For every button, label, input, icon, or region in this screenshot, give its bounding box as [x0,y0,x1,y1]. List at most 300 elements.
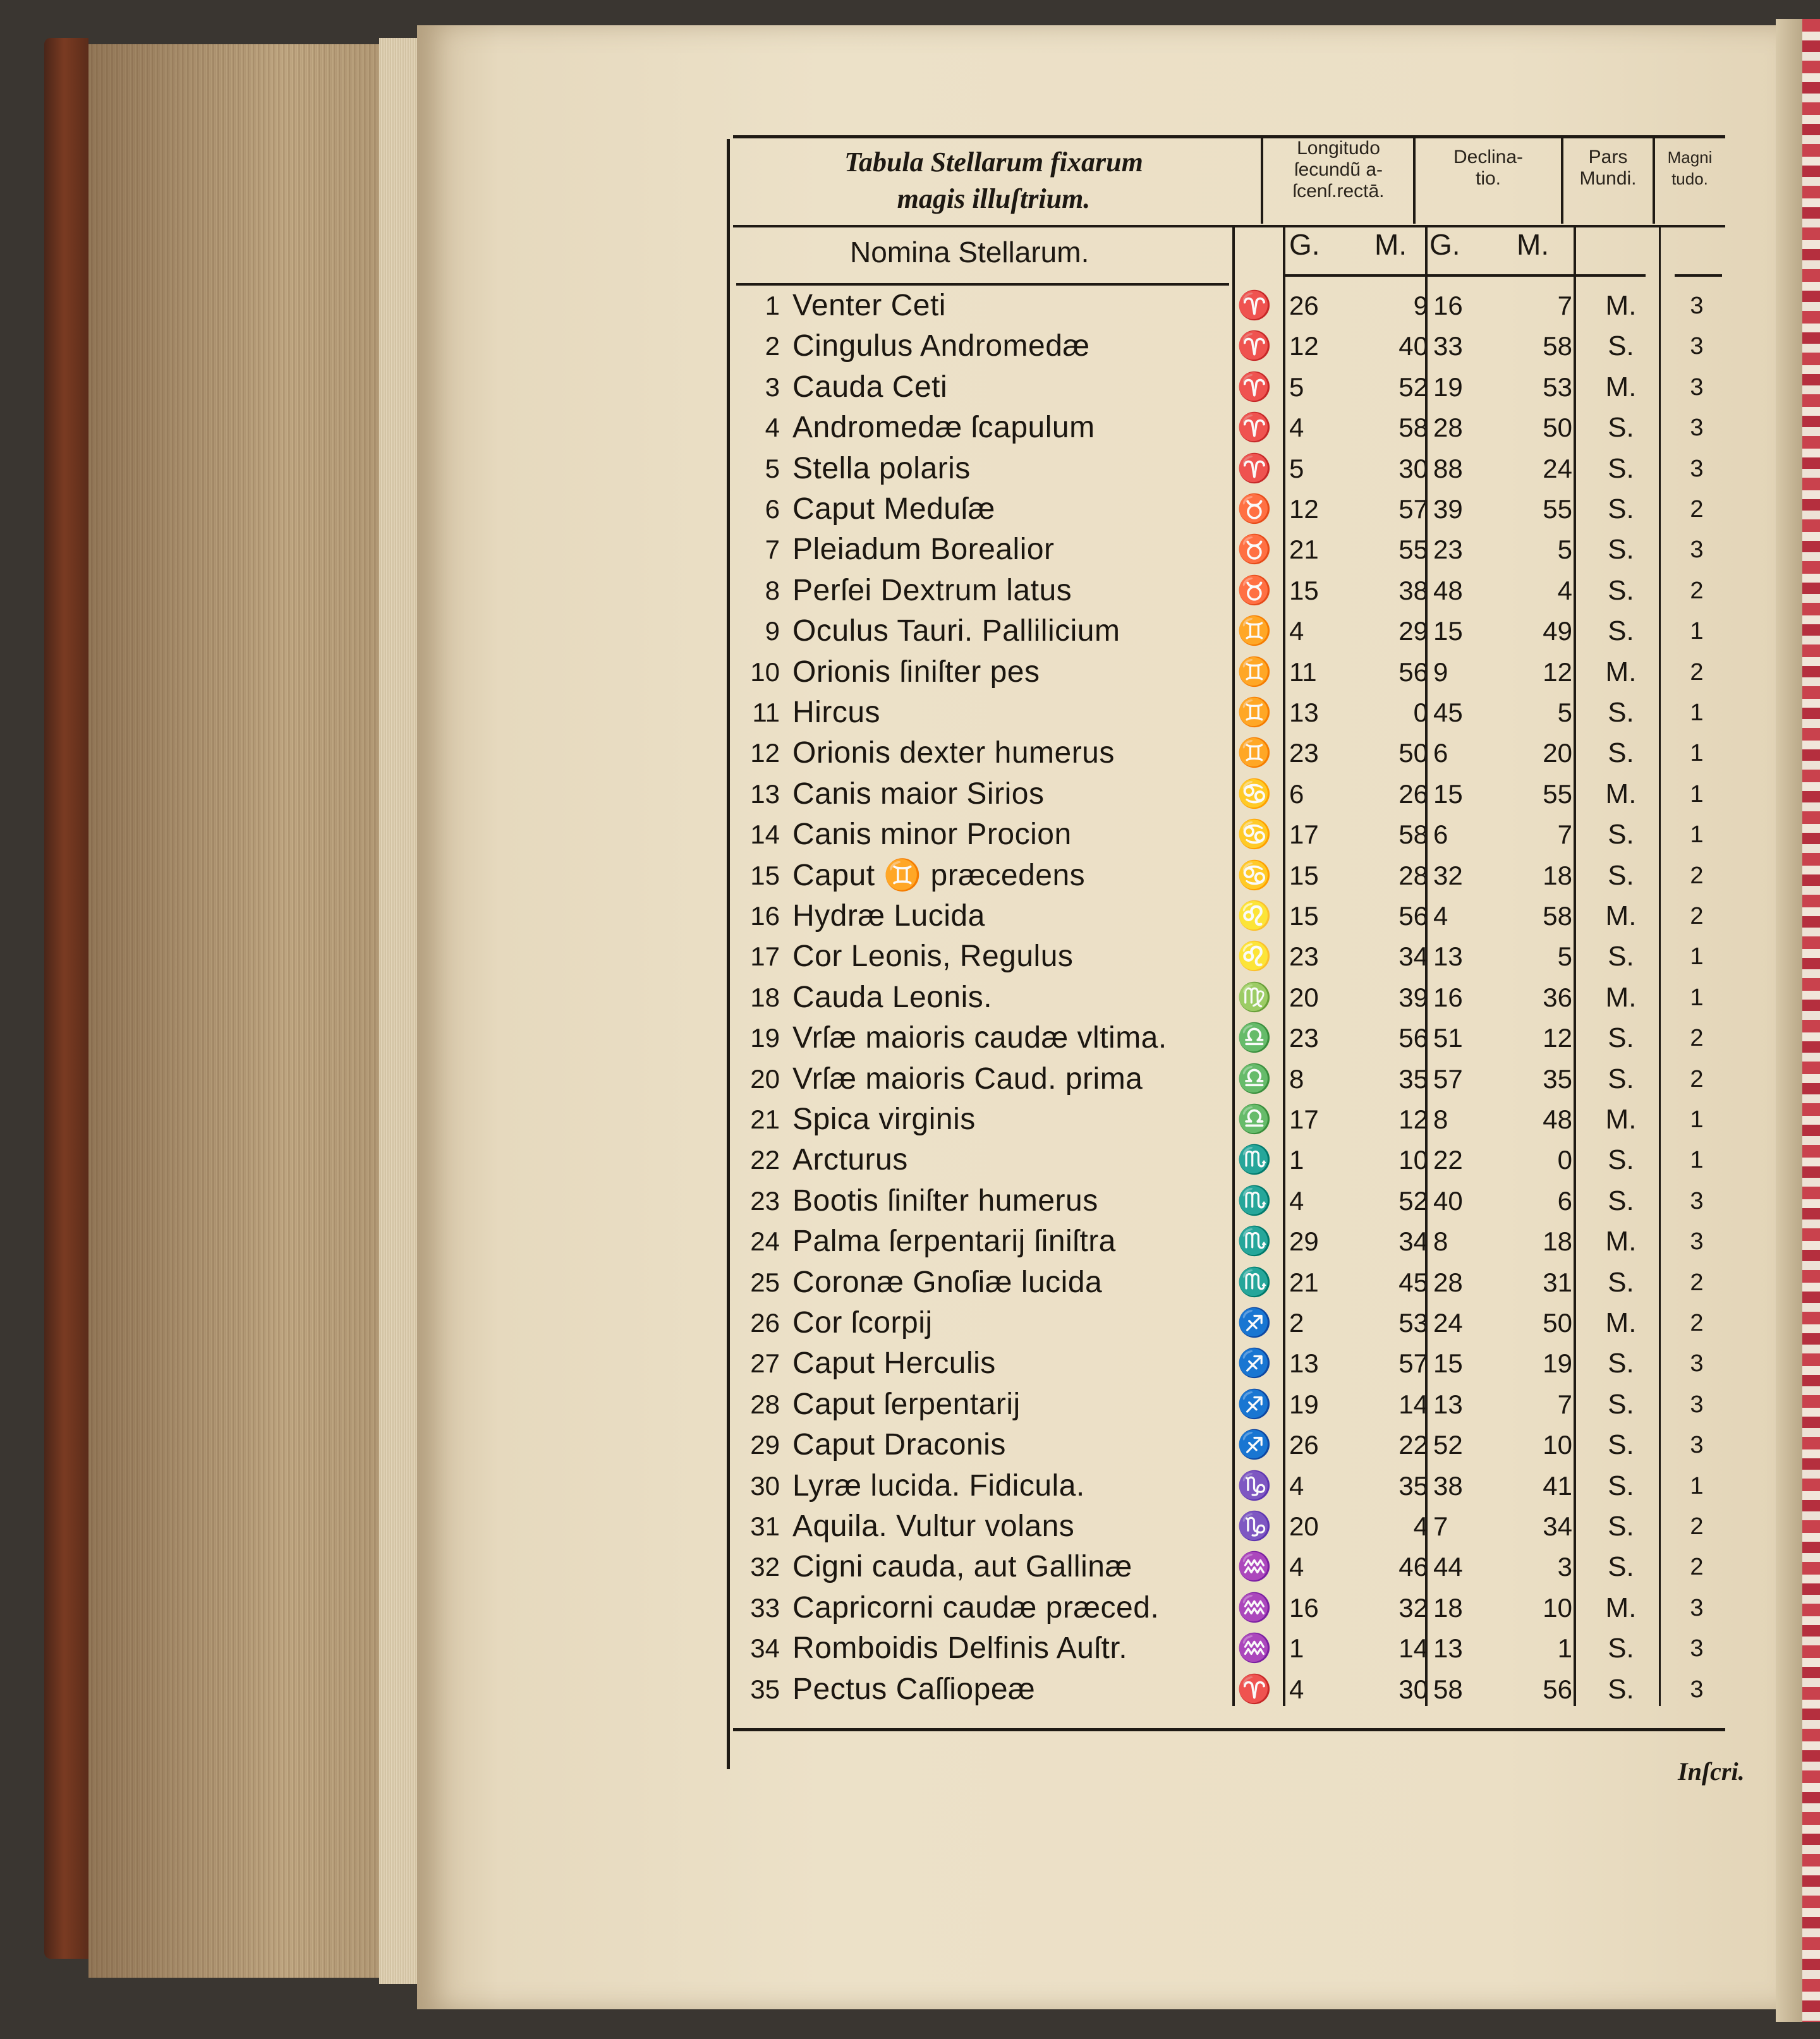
pars-mundi: S. [1608,1144,1634,1176]
pars-mundi: S. [1608,1063,1634,1094]
magnitude: 3 [1690,293,1704,319]
pars-mundi: S. [1608,412,1634,444]
pars-mundi: S. [1608,1551,1634,1583]
declination-minutes: 10 [1543,1592,1572,1623]
longitude-degrees: 4 [1289,1552,1304,1582]
declination-minutes: 49 [1543,616,1572,646]
table-row [0,1059,1769,1099]
zodiac-sign-icon: ♏ [1237,1144,1272,1176]
declination-minutes: 31 [1543,1267,1572,1297]
declination-degrees: 22 [1433,1145,1463,1175]
declination-minutes: 20 [1543,738,1572,768]
magnitude: 1 [1690,943,1704,971]
declination-minutes: 7 [1557,1389,1572,1419]
longitude-minutes: 22 [1398,1430,1428,1460]
magnitude: 2 [1690,862,1704,889]
star-number: 4 [765,413,780,443]
declination-minutes: 5 [1557,535,1572,565]
declination-minutes: 36 [1543,982,1572,1012]
longitude-header-line: ſecundũ a- [1294,159,1383,180]
table-row [0,1181,1769,1221]
declination-degrees: 23 [1433,535,1463,565]
table-row [0,1018,1769,1058]
star-number: 22 [750,1145,780,1175]
table-title [736,139,1251,221]
table-bottom-rule [733,1728,1725,1731]
declination-degrees: 15 [1433,778,1463,809]
longitude-degrees: 20 [1289,1511,1319,1541]
longitude-degrees: 15 [1289,860,1319,890]
declination-minutes: 53 [1543,372,1572,402]
table-row [0,286,1769,326]
table-row [0,652,1769,693]
magnitude: 3 [1690,414,1704,442]
star-name: Oculus Tauri. Pallilicium [792,614,1120,648]
magnitude: 1 [1690,618,1704,645]
star-number: 33 [750,1592,780,1623]
star-number: 2 [765,331,780,361]
magnitude: 3 [1690,333,1704,360]
table-row [0,733,1769,773]
units-rule-1 [1285,274,1425,277]
magnitude: 2 [1690,1310,1704,1336]
magnitude: 1 [1690,821,1704,849]
declination-minutes: 55 [1543,494,1572,524]
table-row [0,774,1769,814]
declination-header-line: Declina- [1453,147,1524,167]
star-name: Canis maior Sirios [792,777,1045,811]
declination-minutes: 18 [1543,1226,1572,1257]
magnitude-header-line: Magni [1667,148,1713,167]
zodiac-sign-icon: ♉ [1237,574,1272,606]
magnitude: 2 [1690,1269,1704,1296]
star-name: Venter Ceti [792,289,946,322]
pars-mundi: M. [1605,1592,1637,1623]
table-row [0,449,1769,489]
magnitude: 2 [1690,1025,1704,1052]
declination-minutes: 50 [1543,1308,1572,1338]
magnitude: 3 [1690,1676,1704,1703]
star-name: Pleiadum Borealior [792,533,1055,567]
declination-degrees: 57 [1433,1063,1463,1094]
declination-degrees: 13 [1433,1389,1463,1419]
declination-degrees-unit: G. [1429,228,1460,261]
magnitude-header [1655,147,1725,190]
longitude-degrees: 1 [1289,1633,1304,1664]
declination-minutes: 4 [1557,575,1572,605]
longitude-minutes: 52 [1398,372,1428,402]
pars-mundi: M. [1605,1226,1637,1257]
table-row [0,977,1769,1018]
pars-mundi: S. [1608,697,1634,728]
pars-mundi: S. [1608,737,1634,769]
declination-degrees: 4 [1433,901,1448,931]
pars-mundi: S. [1608,1511,1634,1542]
star-number: 10 [750,656,780,687]
table-row [0,896,1769,936]
longitude-minutes: 34 [1398,941,1428,972]
longitude-degrees: 13 [1289,1348,1319,1379]
declination-minutes: 56 [1543,1674,1572,1704]
star-name: Perſei Dextrum latus [792,573,1072,607]
star-name: Caput ♊ præcedens [792,858,1086,892]
magnitude: 1 [1690,1472,1704,1499]
zodiac-sign-icon: ♈ [1237,371,1272,402]
star-name: Cauda Leonis. [792,980,993,1014]
pars-mundi: M. [1605,656,1637,687]
table-row [0,1425,1769,1465]
star-number: 31 [750,1511,780,1541]
magnitude: 3 [1690,455,1704,482]
table-row [0,1343,1769,1384]
magnitude: 1 [1690,699,1704,726]
longitude-degrees: 19 [1289,1389,1319,1419]
declination-degrees: 40 [1433,1185,1463,1216]
magnitude: 1 [1690,740,1704,767]
zodiac-sign-icon: ♋ [1237,859,1272,891]
longitude-header [1264,138,1413,202]
star-name: Romboidis Delfinis Auſtr. [792,1631,1128,1666]
table-row [0,1588,1769,1628]
declination-degrees: 28 [1433,413,1463,443]
longitude-minutes: 50 [1398,738,1428,768]
declination-minutes: 7 [1557,291,1572,320]
declination-minutes: 10 [1543,1430,1572,1460]
pars-mundi: S. [1608,1022,1634,1054]
magnitude: 2 [1690,1513,1704,1540]
table-row [0,1547,1769,1587]
declination-degrees: 38 [1433,1470,1463,1501]
longitude-degrees: 8 [1289,1063,1304,1094]
longitude-degrees: 20 [1289,982,1319,1012]
zodiac-sign-icon: ♎ [1237,1063,1272,1094]
pars-mundi: S. [1608,1348,1634,1379]
declination-degrees: 45 [1433,698,1463,727]
star-name: Vrſæ maioris Caud. prima [792,1062,1143,1096]
declination-minutes: 35 [1543,1063,1572,1094]
catchword: Inſcri. [1678,1757,1745,1786]
pars-mundi: S. [1608,330,1634,362]
magnitude: 3 [1690,1432,1704,1459]
star-name: Vrſæ maioris caudæ vltima. [792,1021,1167,1055]
table-row [0,1506,1769,1547]
declination-degrees: 15 [1433,616,1463,646]
magnitude: 3 [1690,1350,1704,1377]
star-name: Bootis ſiniſter humerus [792,1183,1098,1218]
longitude-degrees: 23 [1289,1023,1319,1053]
longitude-degrees: 4 [1289,1470,1304,1501]
declination-minutes: 1 [1557,1633,1572,1664]
facing-page-edge [1776,19,1820,2022]
longitude-minutes: 58 [1398,413,1428,443]
pars-mundi: S. [1608,1185,1634,1216]
declination-degrees: 8 [1433,1226,1448,1257]
zodiac-sign-icon: ♍ [1237,981,1272,1013]
declination-degrees: 44 [1433,1552,1463,1582]
names-column-header: Nomina Stellarum. [850,236,1089,269]
star-name: Spica virginis [792,1103,976,1136]
units-rule-2 [1428,274,1574,277]
longitude-degrees: 17 [1289,820,1319,850]
magnitude: 2 [1690,1554,1704,1581]
table-row [0,1628,1769,1669]
longitude-minutes: 30 [1398,1674,1428,1704]
longitude-minutes: 39 [1398,982,1428,1012]
star-name: Pectus Caſſiopeæ [792,1672,1036,1706]
longitude-degrees: 1 [1289,1145,1304,1175]
declination-minutes: 50 [1543,413,1572,443]
longitude-degrees: 23 [1289,941,1319,972]
star-name: Stella polaris [792,451,971,485]
star-number: 5 [765,453,780,483]
longitude-minutes: 46 [1398,1552,1428,1582]
longitude-minutes: 14 [1398,1389,1428,1419]
declination-degrees: 33 [1433,331,1463,361]
zodiac-sign-icon: ♒ [1237,1592,1272,1623]
table-row [0,1140,1769,1180]
longitude-degrees: 2 [1289,1308,1304,1338]
longitude-degrees: 15 [1289,901,1319,931]
declination-degrees: 48 [1433,575,1463,605]
longitude-minutes: 38 [1398,575,1428,605]
star-number: 23 [750,1185,780,1216]
pars-mundi: M. [1605,981,1637,1013]
declination-header-line: tio. [1475,168,1502,189]
star-number: 26 [750,1308,780,1338]
star-name: Andromedæ ſcapulum [792,411,1095,445]
star-number: 16 [750,901,780,931]
longitude-degrees: 21 [1289,1267,1319,1297]
zodiac-sign-icon: ♊ [1237,697,1272,728]
longitude-minutes: 34 [1398,1226,1428,1257]
declination-degrees: 13 [1433,1633,1463,1664]
star-number: 1 [765,291,780,320]
pars-mundi: S. [1608,574,1634,606]
bookmark-ribbon [1802,19,1820,2022]
star-number: 3 [765,372,780,402]
declination-minutes: 48 [1543,1104,1572,1134]
table-row [0,693,1769,733]
magnitude: 1 [1690,1147,1704,1174]
table-row [0,814,1769,855]
longitude-minutes: 58 [1398,820,1428,850]
star-number: 14 [750,820,780,850]
longitude-degrees: 16 [1289,1592,1319,1623]
pars-mundi: M. [1605,900,1637,931]
declination-degrees: 28 [1433,1267,1463,1297]
star-name: Cigni cauda, aut Gallinæ [792,1550,1132,1584]
declination-minutes: 34 [1543,1511,1572,1541]
pars-mundi: S. [1608,452,1634,484]
declination-degrees: 7 [1433,1511,1448,1541]
declination-degrees: 58 [1433,1674,1463,1704]
longitude-degrees-unit: G. [1289,228,1320,261]
table-row [0,611,1769,651]
declination-degrees: 18 [1433,1592,1463,1623]
pars-mundi: S. [1608,1633,1634,1664]
star-number: 28 [750,1389,780,1419]
pars-mundi: M. [1605,1307,1637,1338]
longitude-minutes: 56 [1398,1023,1428,1053]
declination-minutes: 24 [1543,453,1572,483]
declination-degrees: 39 [1433,494,1463,524]
longitude-minutes: 10 [1398,1145,1428,1175]
zodiac-sign-icon: ♐ [1237,1429,1272,1461]
declination-minutes-unit: M. [1517,228,1550,261]
longitude-minutes: 55 [1398,535,1428,565]
star-number: 20 [750,1063,780,1094]
declination-degrees: 9 [1433,656,1448,687]
magnitude: 1 [1690,780,1704,808]
longitude-degrees: 4 [1289,1674,1304,1704]
table-row [0,1099,1769,1140]
longitude-degrees: 26 [1289,1430,1319,1460]
table-top-rule [733,135,1725,138]
pars-mundi: M. [1605,371,1637,402]
pars-mundi: S. [1608,819,1634,850]
pars-header [1563,147,1653,190]
longitude-minutes: 29 [1398,616,1428,646]
table-row [0,1221,1769,1262]
longitude-minutes: 56 [1398,656,1428,687]
zodiac-sign-icon: ♏ [1237,1185,1272,1216]
longitude-minutes: 45 [1398,1267,1428,1297]
zodiac-sign-icon: ♊ [1237,737,1272,769]
pars-mundi: S. [1608,1266,1634,1298]
magnitude: 2 [1690,903,1704,929]
declination-minutes: 58 [1543,901,1572,931]
star-name: Cingulus Andromedæ [792,329,1090,363]
longitude-minutes: 14 [1398,1633,1428,1664]
table-row [0,1262,1769,1303]
zodiac-sign-icon: ♐ [1237,1348,1272,1379]
pars-mundi: S. [1608,1429,1634,1461]
zodiac-sign-icon: ♈ [1237,452,1272,484]
declination-minutes: 18 [1543,860,1572,890]
declination-minutes: 0 [1557,1145,1572,1175]
star-number: 29 [750,1430,780,1460]
zodiac-sign-icon: ♑ [1237,1470,1272,1501]
zodiac-sign-icon: ♐ [1237,1307,1272,1338]
longitude-minutes: 40 [1398,331,1428,361]
longitude-degrees: 4 [1289,413,1304,443]
declination-degrees: 16 [1433,291,1463,320]
magnitude: 3 [1690,1635,1704,1662]
longitude-header-line: Longitudo [1297,138,1380,159]
table-title-line-1: Tabula Stellarum fixarum [844,147,1143,178]
longitude-minutes: 9 [1413,291,1428,320]
star-name: Orionis ſiniſter pes [792,655,1040,689]
star-number: 11 [752,698,780,727]
longitude-minutes: 57 [1398,1348,1428,1379]
star-name: Aquila. Vultur volans [792,1510,1075,1543]
star-number: 18 [750,982,780,1012]
units-rule-4 [1675,274,1722,277]
star-number: 19 [750,1023,780,1053]
star-number: 32 [750,1552,780,1582]
zodiac-sign-icon: ♌ [1237,941,1272,972]
declination-minutes: 12 [1543,1023,1572,1053]
zodiac-sign-icon: ♎ [1237,1104,1272,1135]
longitude-degrees: 23 [1289,738,1319,768]
magnitude: 1 [1690,1106,1704,1133]
magnitude-header-line: tudo. [1671,169,1708,188]
header-bottom-rule [733,225,1725,227]
star-number: 9 [765,616,780,646]
zodiac-sign-icon: ♑ [1237,1511,1272,1542]
star-number: 15 [750,860,780,890]
declination-degrees: 16 [1433,982,1463,1012]
declination-minutes: 7 [1557,820,1572,850]
star-number: 17 [750,941,780,972]
star-number: 7 [765,535,780,565]
table-row [0,489,1769,529]
star-name: Arcturus [792,1143,908,1177]
longitude-degrees: 17 [1289,1104,1319,1134]
star-name: Coronæ Gnoſiæ lucida [792,1265,1103,1299]
declination-degrees: 51 [1433,1023,1463,1053]
zodiac-sign-icon: ♋ [1237,819,1272,850]
table-row [0,408,1769,448]
magnitude: 1 [1690,984,1704,1011]
table-row [0,529,1769,570]
longitude-minutes: 35 [1398,1470,1428,1501]
longitude-minutes: 35 [1398,1063,1428,1094]
pars-mundi: S. [1608,859,1634,891]
longitude-minutes: 32 [1398,1592,1428,1623]
star-number: 12 [750,738,780,768]
longitude-degrees: 5 [1289,372,1304,402]
declination-degrees: 88 [1433,453,1463,483]
longitude-minutes: 57 [1398,494,1428,524]
table-title-line-2: magis illuſtrium. [897,183,1091,214]
declination-degrees: 13 [1433,941,1463,972]
longitude-minutes: 52 [1398,1185,1428,1216]
star-number: 6 [765,494,780,524]
star-number: 30 [750,1470,780,1501]
pars-mundi: M. [1605,290,1637,321]
magnitude: 3 [1690,1228,1704,1255]
star-name: Cor Leonis, Regulus [792,940,1074,974]
pars-mundi: S. [1608,1673,1634,1705]
zodiac-sign-icon: ♈ [1237,330,1272,362]
longitude-degrees: 21 [1289,535,1319,565]
declination-degrees: 52 [1433,1430,1463,1460]
star-number: 35 [750,1674,780,1704]
longitude-degrees: 11 [1289,656,1317,687]
zodiac-sign-icon: ♏ [1237,1226,1272,1257]
magnitude: 2 [1690,658,1704,686]
longitude-degrees: 15 [1289,575,1319,605]
longitude-degrees: 12 [1289,494,1319,524]
magnitude: 3 [1690,1187,1704,1214]
longitude-degrees: 29 [1289,1226,1319,1257]
longitude-degrees: 26 [1289,291,1319,320]
star-name: Lyræ lucida. Fidicula. [792,1468,1085,1503]
star-number: 21 [750,1104,780,1134]
magnitude: 3 [1690,1594,1704,1621]
star-number: 13 [750,778,780,809]
longitude-degrees: 4 [1289,616,1304,646]
star-number: 25 [750,1267,780,1297]
star-name: Palma ſerpentarij ſiniſtra [792,1225,1116,1259]
longitude-minutes: 53 [1398,1308,1428,1338]
longitude-degrees: 6 [1289,778,1304,809]
declination-minutes: 5 [1557,941,1572,972]
zodiac-sign-icon: ♈ [1237,412,1272,444]
declination-minutes: 55 [1543,778,1572,809]
star-name: Canis minor Procion [792,818,1072,852]
